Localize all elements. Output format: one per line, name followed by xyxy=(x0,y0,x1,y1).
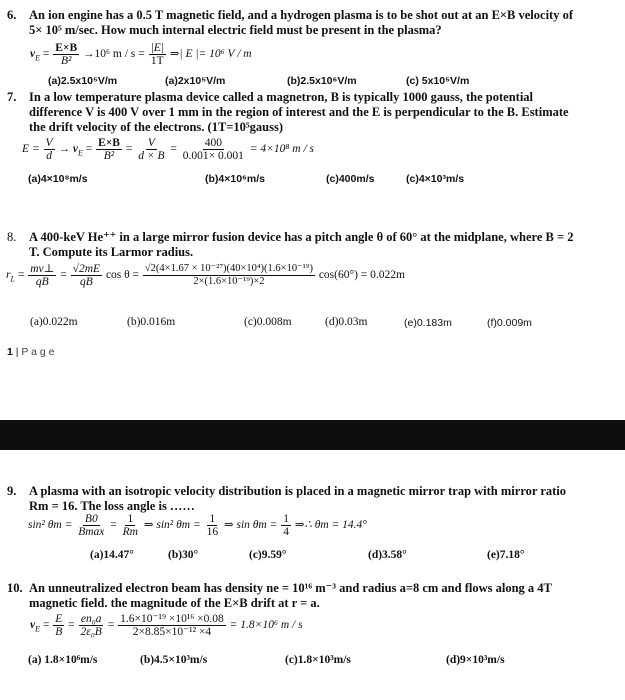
q7-option-b[interactable]: (b)4×10⁶m/s xyxy=(205,173,265,185)
q10-f3-num: 1.6×10⁻¹⁹ ×10¹⁶ ×0.08 xyxy=(120,613,224,625)
q9-eq-a: sin² θm = xyxy=(28,519,73,532)
q9-eq-frac4 xyxy=(281,513,291,538)
q8-line2: T. Compute its Larmor radius. xyxy=(29,245,194,259)
q9-f1-num: B0 xyxy=(84,513,98,525)
q9-f2-den: Rm xyxy=(122,526,138,538)
q10-equation: $v_E$ = $\frac{E}{B}$ = $\frac{\text{en₀a}}{\text{2ε₀B}}$ = $\frac{\text{1.6×10⁻¹⁹ ×10¹⁶ ×0.08}}{\text{2×8.85×10⁻¹² ×4}}$ = 1.8×10⁶ m / s xyxy=(30,613,303,638)
q7-f1-num: V xyxy=(45,137,53,149)
page-separator-band xyxy=(0,420,625,450)
q7-f2-den: B² xyxy=(103,150,115,162)
q6-equation: $v_E$ = $\frac{E\times B}{\text{B²}}$ →10⁶ m / s = $\frac{|E|}{1T}$ ⇒| E |= 10⁶ V / m xyxy=(30,42,252,67)
q7-option-a[interactable]: (a)4×10⁸m/s xyxy=(28,173,88,185)
q7-f3-num: V xyxy=(147,137,155,149)
q8-eq-frac1 xyxy=(28,263,56,288)
q10-option-c[interactable]: (c)1.8×10³m/s xyxy=(285,654,351,666)
q8-number: 8. xyxy=(7,230,17,244)
q10-line2: magnetic field. the magnitude of the E×B drift at r = a. xyxy=(29,596,320,610)
q9-eq-frac2 xyxy=(121,513,140,538)
q10-eq-frac3 xyxy=(118,613,226,638)
q6-line1: An ion engine has a 0.5 T magnetic field, and a hydrogen plasma is to be shot out at an E×B velocity of xyxy=(29,8,573,22)
q10-line1: An unneutralized electron beam has density ne = 10¹⁶ m⁻³ and radius a=8 cm and flows along a 4T xyxy=(29,581,552,595)
q8-eq-frac2 xyxy=(71,263,102,288)
q8-eq-lhs: r xyxy=(6,269,11,282)
q6-stem xyxy=(7,8,573,23)
q9-eq-c: ⇒ sin θm = xyxy=(223,519,278,532)
q8-f3-den: 2×(1.6×10⁻¹⁹)×2 xyxy=(193,276,265,287)
q9-f2-num: 1 xyxy=(127,513,134,525)
q6-number: 6. xyxy=(7,8,17,22)
q8-f3-num: √2(4×1.67 × 10⁻²⁷)(40×10⁴)(1.6×10⁻¹⁹) xyxy=(144,263,313,274)
q10-eq-frac2 xyxy=(79,613,104,638)
q9-option-a[interactable]: (a)14.47° xyxy=(90,549,134,561)
q8-eq-cos: cos θ = xyxy=(105,269,140,282)
q8-option-d[interactable]: (d)0.03m xyxy=(325,316,368,328)
q10-option-a[interactable]: (a) 1.8×10⁶m/s xyxy=(28,654,98,666)
q9-number: 9. xyxy=(7,484,17,498)
q7-option-c2[interactable]: (c)4×10³m/s xyxy=(406,173,465,185)
q10-f2-num: en₀a xyxy=(80,613,102,625)
q6-frac1-num: E×B xyxy=(55,42,78,54)
q10-option-b[interactable]: (b)4.5×10³m/s xyxy=(140,654,208,666)
q6-eq-lhs: v xyxy=(30,48,36,61)
q8-eq-result: cos(60°) = 0.022m xyxy=(318,269,405,282)
q10-f1-den: B xyxy=(55,626,63,638)
q6-line2: 5× 10⁵ m/sec. How much internal electric field must be present in the plasma? xyxy=(29,23,442,37)
q10-eq-result: = 1.8×10⁶ m / s xyxy=(229,619,303,632)
q7-f3-den: d × B xyxy=(138,150,165,162)
q10-f2-den: 2ε₀B xyxy=(80,626,102,638)
q7-eq-frac1 xyxy=(44,137,55,162)
q6-frac2-num: |E| xyxy=(150,42,164,54)
q6-frac1-den: B² xyxy=(60,55,72,67)
q9-eq-frac1 xyxy=(76,513,106,538)
q7-f2-num: E×B xyxy=(98,137,120,149)
q6-option-a[interactable]: (a)2.5x10⁵V/m xyxy=(48,75,118,87)
q9-line1: A plasma with an isotropic velocity distribution is placed in a magnetic mirror trap with mirror ratio xyxy=(29,484,567,498)
q9-option-c[interactable]: (c)9.59° xyxy=(249,549,287,561)
q7-eq-a: E = xyxy=(22,143,40,156)
q9-option-d[interactable]: (d)3.58° xyxy=(368,549,407,561)
q9-eq-b: ⇒ sin² θm = xyxy=(143,519,201,532)
q7-eq-b: → v xyxy=(58,143,78,156)
q8-option-b[interactable]: (b)0.016m xyxy=(127,316,176,328)
page-footer: 1 | P a g e xyxy=(7,346,55,358)
q8-stem xyxy=(7,230,573,245)
q7-eq-frac4 xyxy=(181,137,246,162)
q9-option-b[interactable]: (b)30° xyxy=(168,549,199,561)
q7-f4-num: 400 xyxy=(204,137,222,149)
q10-number: 10. xyxy=(7,581,23,595)
q7-line1: In a low temperature plasma device called a magnetron, B is typically 1000 gauss, the potential xyxy=(29,90,534,104)
q9-eq-frac3 xyxy=(205,513,221,538)
page-gap xyxy=(0,413,625,420)
q8-line1: A 400-keV He⁺⁺ in a large mirror fusion device has a pitch angle θ of 60° at the midplane, where B = 2 xyxy=(29,230,574,244)
q6-option-b[interactable]: (b)2.5x10⁶V/m xyxy=(287,75,357,87)
q8-option-a[interactable]: (a)0.022m xyxy=(30,316,78,328)
q8-f2-num: √2mE xyxy=(72,263,101,275)
q8-option-f[interactable]: (f)0.009m xyxy=(487,317,532,329)
q9-f3-den: 16 xyxy=(206,526,219,538)
q7-f1-den: d xyxy=(46,150,52,162)
q10-eq-frac1 xyxy=(53,613,64,638)
q10-option-d[interactable]: (d)9×10³m/s xyxy=(446,654,505,666)
q6-eq-lhs-sub: E xyxy=(35,53,40,63)
q8-eq-lhs-sub: L xyxy=(10,274,15,284)
q10-eq-lhs: v xyxy=(30,619,36,632)
q6-eq-rhs: ⇒| E |= 10⁶ V / m xyxy=(169,48,252,61)
q10-f3-den: 2×8.85×10⁻¹² ×4 xyxy=(132,626,212,638)
q9-line2: Rm = 16. The loss angle is …… xyxy=(29,499,195,513)
q9-equation: sin² θm = $\frac{B0}{Bmax}$ = $\frac{1}{Rm}$ ⇒ sin² θm = $\frac{1}{16}$ ⇒ sin θm = $\frac{1}{4}$ ⇒∴ θm = 14.4° xyxy=(28,513,367,538)
q9-stem xyxy=(7,484,566,499)
q9-option-e[interactable]: (e)7.18° xyxy=(487,549,525,561)
q7-number: 7. xyxy=(7,90,17,104)
q8-eq-frac3 xyxy=(143,263,315,288)
q7-eq-b-sub: E xyxy=(77,148,83,158)
q7-eq-frac3 xyxy=(136,137,166,162)
q7-stem xyxy=(7,90,533,105)
q7-f4-den: 0.001× 0.001 xyxy=(182,150,244,162)
q9-f3-num: 1 xyxy=(209,513,216,525)
q6-eq-frac2 xyxy=(149,42,166,67)
q6-eq-frac1 xyxy=(53,42,79,67)
q6-eq-mid: →10⁶ m / s = xyxy=(83,48,145,61)
q8-f1-den: qB xyxy=(35,276,49,288)
q7-line2: difference V is 400 V over 1 mm in the region of interest and the E is perpendicular to the B. Estimate xyxy=(29,105,569,119)
q8-option-c[interactable]: (c)0.008m xyxy=(244,316,292,328)
q7-eq-result: = 4×10⁸ m / s xyxy=(249,143,315,156)
page-label: P a g e xyxy=(21,346,55,358)
q8-f1-num: mv⊥ xyxy=(30,263,55,275)
q9-f1-den: Bmax xyxy=(78,526,105,538)
q6-option-c[interactable]: (c) 5x10⁵V/m xyxy=(406,75,470,87)
q9-eq-result: ⇒∴ θm = 14.4° xyxy=(294,519,367,532)
q10-stem xyxy=(7,581,552,596)
q8-option-e[interactable]: (e)0.183m xyxy=(404,317,452,329)
q9-f4-num: 1 xyxy=(283,513,289,525)
q8-equation: $r_L$ = $\frac{mv\perp}{qB}$ = $\frac{√2mE}{qB}$ cos θ = $\frac{\text{√2(4×1.67 × 10⁻²⁷)(40×10⁴)(1.6×10⁻¹⁹)}}{\text{2×(1.6×10⁻¹⁹)×2}}$ cos(60°) = 0.022m xyxy=(6,263,405,288)
q7-equation: E = $\frac{V}{d}$ → $v_E$ = $\frac{E\times B}{\text{B²}}$ = $\frac{V}{d \times B}$ = $\frac{400}{0.001\times 0.001}$ = 4×10⁸ m / s xyxy=(22,137,315,162)
q6-option-a2[interactable]: (a)2x10⁵V/m xyxy=(165,75,226,87)
q10-eq-lhs-sub: E xyxy=(35,624,40,634)
page-number: 1 xyxy=(7,346,13,358)
q10-f1-num: E xyxy=(55,613,63,625)
q7-eq-frac2 xyxy=(96,137,122,162)
q7-option-c[interactable]: (c)400m/s xyxy=(326,173,375,185)
q7-line3: the drift velocity of the electrons. (1T=10⁵gauss) xyxy=(29,120,283,134)
q9-f4-den: 4 xyxy=(283,526,289,538)
q8-f2-den: qB xyxy=(79,276,93,288)
q6-frac2-den: 1T xyxy=(150,55,164,67)
